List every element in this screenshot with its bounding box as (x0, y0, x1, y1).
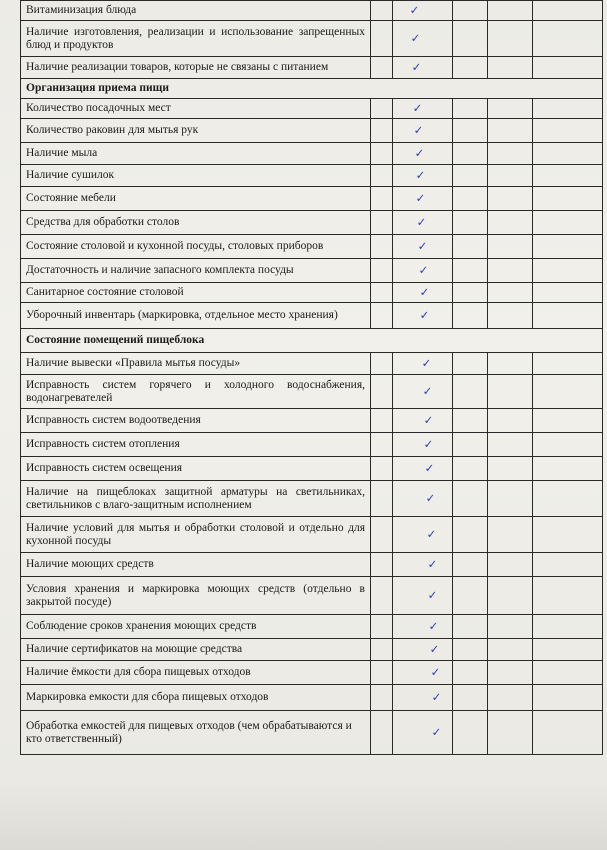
empty-cell (371, 481, 393, 517)
check-mark-cell (393, 481, 453, 517)
empty-cell (533, 409, 603, 433)
empty-cell (371, 517, 393, 553)
empty-cell (371, 639, 393, 661)
checklist-row (21, 1, 603, 21)
empty-cell (533, 661, 603, 685)
empty-cell (371, 187, 393, 211)
empty-cell (488, 165, 533, 187)
empty-cell (488, 259, 533, 283)
empty-cell (453, 211, 488, 235)
check-mark-cell (393, 303, 453, 329)
check-mark-cell (393, 283, 453, 303)
empty-cell (453, 481, 488, 517)
check-mark-icon: ✓ (431, 725, 442, 739)
checklist-row (21, 409, 603, 433)
empty-cell (371, 283, 393, 303)
empty-cell (488, 639, 533, 661)
criterion-label: Наличие моющих средств (21, 553, 371, 577)
check-mark-cell (393, 375, 453, 409)
check-mark-icon: ✓ (412, 101, 423, 115)
check-mark-cell (393, 99, 453, 119)
checklist-row (21, 353, 603, 375)
empty-cell (371, 235, 393, 259)
check-mark-icon: ✓ (422, 384, 433, 398)
check-mark-cell (393, 661, 453, 685)
empty-cell (371, 409, 393, 433)
empty-cell (488, 303, 533, 329)
check-mark-cell (393, 577, 453, 615)
empty-cell (453, 553, 488, 577)
check-mark-cell (393, 553, 453, 577)
check-mark-icon: ✓ (419, 308, 430, 322)
empty-cell (488, 481, 533, 517)
empty-cell (453, 119, 488, 143)
empty-cell (488, 661, 533, 685)
empty-cell (488, 375, 533, 409)
empty-cell (533, 685, 603, 711)
check-mark-icon: ✓ (414, 146, 425, 160)
empty-cell (453, 375, 488, 409)
criterion-label: Соблюдение сроков хранения моющих средств (21, 615, 371, 639)
criterion-label: Условия хранения и маркировка моющих средств (отдельно в закрытой посуде) (21, 577, 371, 615)
check-mark-cell (393, 235, 453, 259)
check-mark-cell (393, 21, 453, 57)
check-mark-cell (393, 57, 453, 79)
empty-cell (371, 57, 393, 79)
empty-cell (533, 99, 603, 119)
check-mark-icon: ✓ (411, 60, 422, 74)
empty-cell (453, 259, 488, 283)
check-mark-icon: ✓ (426, 527, 437, 541)
empty-cell (533, 303, 603, 329)
empty-cell (453, 99, 488, 119)
empty-cell (488, 1, 533, 21)
empty-cell (533, 21, 603, 57)
empty-cell (453, 711, 488, 755)
criterion-label: Средства для обработки столов (21, 211, 371, 235)
checklist-row (21, 211, 603, 235)
criterion-label: Исправность систем водоотведения (21, 409, 371, 433)
empty-cell (488, 235, 533, 259)
empty-cell (488, 615, 533, 639)
empty-cell (371, 165, 393, 187)
checklist-row (21, 481, 603, 517)
empty-cell (453, 165, 488, 187)
empty-cell (453, 143, 488, 165)
section-title: Организация приема пищи (21, 79, 603, 99)
empty-cell (371, 615, 393, 639)
empty-cell (453, 283, 488, 303)
empty-cell (533, 553, 603, 577)
empty-cell (488, 711, 533, 755)
empty-cell (533, 457, 603, 481)
empty-cell (488, 517, 533, 553)
empty-cell (371, 21, 393, 57)
checklist-row (21, 433, 603, 457)
checklist-row (21, 21, 603, 57)
empty-cell (453, 353, 488, 375)
check-mark-cell (393, 685, 453, 711)
empty-cell (533, 615, 603, 639)
empty-cell (453, 517, 488, 553)
empty-cell (533, 639, 603, 661)
checklist-row (21, 143, 603, 165)
empty-cell (533, 259, 603, 283)
empty-cell (371, 303, 393, 329)
criterion-label: Наличие изготовления, реализации и использование запрещенных блюд и продуктов (21, 21, 371, 57)
empty-cell (488, 433, 533, 457)
check-mark-cell (393, 259, 453, 283)
check-mark-icon: ✓ (421, 356, 432, 370)
empty-cell (453, 57, 488, 79)
check-mark-icon: ✓ (416, 215, 427, 229)
empty-cell (488, 577, 533, 615)
empty-cell (453, 577, 488, 615)
criterion-label: Количество посадочных мест (21, 99, 371, 119)
empty-cell (533, 433, 603, 457)
check-mark-icon: ✓ (415, 168, 426, 182)
empty-cell (533, 211, 603, 235)
check-mark-cell (393, 353, 453, 375)
empty-cell (533, 353, 603, 375)
empty-cell (533, 375, 603, 409)
criterion-label: Обработка емкостей для пищевых отходов (чем обрабатываются и кто ответственный) (21, 711, 371, 755)
checklist-row (21, 187, 603, 211)
empty-cell (533, 1, 603, 21)
empty-cell (533, 577, 603, 615)
empty-cell (533, 711, 603, 755)
check-mark-icon: ✓ (417, 239, 428, 253)
check-mark-icon: ✓ (427, 588, 438, 602)
empty-cell (453, 303, 488, 329)
check-mark-cell (393, 711, 453, 755)
check-mark-cell (393, 615, 453, 639)
checklist-row (21, 639, 603, 661)
empty-cell (533, 517, 603, 553)
empty-cell (371, 685, 393, 711)
check-mark-cell (393, 119, 453, 143)
empty-cell (533, 165, 603, 187)
empty-cell (371, 577, 393, 615)
criterion-label: Исправность систем горячего и холодного водоснабжения, водонагревателей (21, 375, 371, 409)
empty-cell (453, 21, 488, 57)
empty-cell (453, 187, 488, 211)
criterion-label: Наличие ёмкости для сбора пищевых отходов (21, 661, 371, 685)
checklist-row (21, 303, 603, 329)
section-header-row (21, 329, 603, 353)
check-mark-cell (393, 165, 453, 187)
empty-cell (371, 259, 393, 283)
empty-cell (371, 433, 393, 457)
criterion-label: Количество раковин для мытья рук (21, 119, 371, 143)
criterion-label: Наличие реализации товаров, которые не связаны с питанием (21, 57, 371, 79)
page-shadow (0, 780, 607, 850)
criterion-label: Наличие мыла (21, 143, 371, 165)
checklist-row (21, 685, 603, 711)
empty-cell (371, 99, 393, 119)
check-mark-cell (393, 639, 453, 661)
check-mark-icon: ✓ (430, 665, 441, 679)
empty-cell (453, 235, 488, 259)
check-mark-cell (393, 517, 453, 553)
empty-cell (488, 143, 533, 165)
empty-cell (453, 409, 488, 433)
checklist-row (21, 57, 603, 79)
check-mark-icon: ✓ (427, 557, 438, 571)
empty-cell (371, 119, 393, 143)
checklist-row (21, 615, 603, 639)
check-mark-cell (393, 143, 453, 165)
criterion-label: Наличие сертификатов на моющие средства (21, 639, 371, 661)
empty-cell (533, 235, 603, 259)
section-header-row (21, 79, 603, 99)
section-title: Состояние помещений пищеблока (21, 329, 603, 353)
empty-cell (371, 661, 393, 685)
empty-cell (488, 409, 533, 433)
criterion-label: Исправность систем освещения (21, 457, 371, 481)
empty-cell (488, 57, 533, 79)
empty-cell (488, 211, 533, 235)
criterion-label: Наличие на пищеблоках защитной арматуры на светильниках, светильников с влаго-защитным исполнением (21, 481, 371, 517)
checklist-row (21, 119, 603, 143)
empty-cell (488, 685, 533, 711)
empty-cell (488, 187, 533, 211)
empty-cell (453, 615, 488, 639)
empty-cell (488, 21, 533, 57)
checklist-row (21, 283, 603, 303)
checklist-row (21, 457, 603, 481)
check-mark-icon: ✓ (429, 642, 440, 656)
check-mark-icon: ✓ (419, 285, 430, 299)
checklist-row (21, 711, 603, 755)
criterion-label: Санитарное состояние столовой (21, 283, 371, 303)
empty-cell (533, 481, 603, 517)
empty-cell (371, 353, 393, 375)
criterion-label: Витаминизация блюда (21, 1, 371, 21)
check-mark-icon: ✓ (425, 491, 436, 505)
empty-cell (371, 711, 393, 755)
empty-cell (453, 1, 488, 21)
empty-cell (533, 119, 603, 143)
checklist-row (21, 259, 603, 283)
criterion-label: Маркировка емкости для сбора пищевых отходов (21, 685, 371, 711)
empty-cell (488, 283, 533, 303)
empty-cell (453, 639, 488, 661)
check-mark-cell (393, 433, 453, 457)
checklist-row (21, 661, 603, 685)
check-mark-icon: ✓ (423, 413, 434, 427)
check-mark-icon: ✓ (410, 31, 421, 45)
criterion-label: Достаточность и наличие запасного комплекта посуды (21, 259, 371, 283)
empty-cell (453, 661, 488, 685)
empty-cell (533, 187, 603, 211)
empty-cell (371, 1, 393, 21)
empty-cell (488, 119, 533, 143)
check-mark-cell (393, 187, 453, 211)
empty-cell (453, 433, 488, 457)
check-mark-cell (393, 211, 453, 235)
checklist-row (21, 517, 603, 553)
check-mark-icon: ✓ (418, 263, 429, 277)
criterion-label: Наличие условий для мытья и обработки столовой и отдельно для кухонной посуды (21, 517, 371, 553)
empty-cell (453, 685, 488, 711)
checklist-row (21, 235, 603, 259)
check-mark-cell (393, 409, 453, 433)
empty-cell (488, 353, 533, 375)
empty-cell (488, 553, 533, 577)
check-mark-icon: ✓ (409, 3, 420, 17)
criterion-label: Состояние мебели (21, 187, 371, 211)
check-mark-cell (393, 457, 453, 481)
criterion-label: Наличие вывески «Правила мытья посуды» (21, 353, 371, 375)
check-mark-icon: ✓ (428, 619, 439, 633)
check-mark-cell (393, 1, 453, 21)
checklist-row (21, 165, 603, 187)
empty-cell (371, 211, 393, 235)
empty-cell (488, 99, 533, 119)
check-mark-icon: ✓ (431, 690, 442, 704)
criterion-label: Состояние столовой и кухонной посуды, столовых приборов (21, 235, 371, 259)
empty-cell (371, 143, 393, 165)
check-mark-icon: ✓ (423, 437, 434, 451)
empty-cell (453, 457, 488, 481)
empty-cell (488, 457, 533, 481)
checklist-row (21, 375, 603, 409)
checklist-row (21, 553, 603, 577)
empty-cell (371, 553, 393, 577)
checklist-table (20, 0, 603, 755)
criterion-label: Уборочный инвентарь (маркировка, отдельное место хранения) (21, 303, 371, 329)
checklist-row (21, 99, 603, 119)
checklist-row (21, 577, 603, 615)
criterion-label: Наличие сушилок (21, 165, 371, 187)
check-mark-icon: ✓ (415, 191, 426, 205)
empty-cell (371, 375, 393, 409)
check-mark-icon: ✓ (413, 123, 424, 137)
empty-cell (533, 57, 603, 79)
check-mark-icon: ✓ (424, 461, 435, 475)
empty-cell (371, 457, 393, 481)
criterion-label: Исправность систем отопления (21, 433, 371, 457)
empty-cell (533, 143, 603, 165)
empty-cell (533, 283, 603, 303)
